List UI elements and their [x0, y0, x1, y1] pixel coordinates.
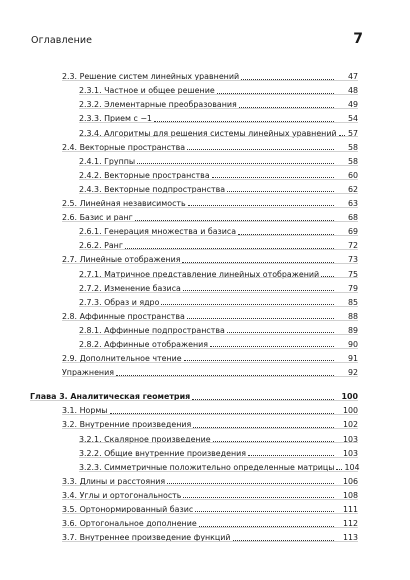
toc-entry-title: 2.7.3. Образ и ядро — [79, 297, 160, 307]
toc-section-entry — [62, 486, 358, 500]
toc-subsection-entry — [79, 335, 358, 349]
page-number: 7 — [353, 31, 363, 47]
toc-entry-page: 102 — [342, 420, 358, 430]
toc-entry-page: 89 — [347, 325, 358, 335]
toc-subsection-entry — [79, 95, 358, 109]
toc-chapter-entry — [30, 387, 358, 401]
toc-entry-title: 3.2. Внутренние произведения — [62, 420, 192, 430]
toc-section-entry — [62, 363, 358, 377]
toc-entry-page: 69 — [347, 227, 358, 237]
toc-subsection-entry — [79, 443, 358, 457]
toc-entry-page: 85 — [347, 297, 358, 307]
toc-subsection-entry — [79, 152, 358, 166]
toc-entry-page: 75 — [347, 269, 358, 279]
toc-subsection-entry — [79, 236, 358, 250]
toc-entry-title: 2.8.2. Аффинные отображения — [79, 339, 208, 349]
toc-entry-title: 2.6.2. Ранг — [79, 241, 123, 251]
toc-section-entry — [62, 415, 358, 429]
toc-section-entry — [62, 514, 358, 528]
toc-entry-page: 57 — [347, 128, 358, 138]
toc-entry-page: 62 — [347, 184, 358, 194]
toc-entry-title: 3.1. Нормы — [62, 406, 108, 416]
toc-section-entry — [62, 208, 358, 222]
toc-entry-page: 91 — [347, 354, 358, 364]
row-divider — [62, 541, 358, 542]
toc-entry-title: 3.2.1. Скалярное произведение — [79, 434, 211, 444]
toc-entry-title: 3.4. Углы и ортогональность — [62, 490, 182, 500]
table-of-contents — [30, 67, 360, 543]
toc-entry-title: 2.3.4. Алгоритмы для решения системы линейных уравнений — [79, 128, 337, 138]
toc-entry-page: 68 — [347, 213, 358, 223]
toc-entry-title: 2.3. Решение систем линейных уравнений — [62, 72, 240, 82]
toc-entry-title: 3.2.2. Общие внутренние произведения — [79, 448, 247, 458]
toc-entry-page: 113 — [342, 533, 358, 543]
toc-entry-page: 58 — [347, 156, 358, 166]
toc-entry-page: 79 — [347, 283, 358, 293]
toc-entry-page: 112 — [342, 519, 358, 529]
toc-entry-page: 104 — [344, 462, 360, 472]
toc-entry-page: 90 — [347, 339, 358, 349]
toc-entry-page: 100 — [342, 406, 358, 416]
toc-entry-page: 63 — [347, 199, 358, 209]
toc-section-entry — [62, 349, 358, 363]
toc-entry-title: Упражнения — [62, 368, 114, 378]
toc-subsection-entry — [79, 81, 358, 95]
toc-subsection-entry — [79, 109, 358, 123]
toc-section-entry — [62, 194, 358, 208]
toc-entry-title: 2.8.1. Аффинные подпространства — [79, 325, 225, 335]
toc-entry-title: Глава 3. Аналитическая геометрия — [30, 392, 191, 402]
toc-subsection-entry — [79, 278, 358, 292]
toc-entry-title: 2.3.3. Прием с −1 — [79, 114, 152, 124]
toc-entry-title: 3.3. Длины и расстояния — [62, 476, 166, 486]
toc-entry-page: 100 — [341, 392, 358, 402]
toc-section-entry — [62, 67, 358, 81]
toc-section-entry — [62, 500, 358, 514]
row-divider — [62, 376, 358, 377]
toc-entry-page: 49 — [347, 100, 358, 110]
toc-entry-page: 92 — [347, 368, 358, 378]
toc-entry-title: 2.9. Дополнительное чтение — [62, 354, 182, 364]
toc-entry-title: 3.2.3. Симметричные положительно определенные матрицы — [79, 462, 335, 472]
toc-subsection-entry — [79, 123, 358, 137]
toc-entry-page: 54 — [347, 114, 358, 124]
toc-entry-page: 111 — [342, 505, 358, 514]
toc-entry-title: 2.3.1. Частное и общее решение — [79, 86, 215, 96]
toc-entry-page: 106 — [342, 476, 358, 486]
toc-subsection-entry — [79, 166, 358, 180]
toc-entry-title: 2.4.3. Векторные подпространства — [79, 184, 226, 194]
toc-section-entry — [62, 528, 358, 542]
toc-subsection-entry — [79, 321, 358, 335]
toc-entry-title: 2.3.2. Элементарные преобразования — [79, 100, 237, 110]
toc-entry-page: 103 — [342, 434, 358, 444]
toc-section-entry — [62, 472, 358, 486]
toc-entry-page: 72 — [347, 241, 358, 251]
toc-entry-page: 47 — [347, 72, 358, 82]
toc-subsection-entry — [79, 222, 358, 236]
toc-subsection-entry — [79, 429, 358, 443]
toc-entry-title: 2.6. Базис и ранг — [62, 213, 133, 223]
running-header-title: Оглавление — [31, 35, 93, 46]
toc-entry-page: 58 — [347, 142, 358, 152]
toc-section-entry — [62, 250, 358, 264]
toc-entry-title: 2.7. Линейные отображения — [62, 255, 181, 265]
toc-entry-title: 2.7.2. Изменение базиса — [79, 283, 181, 293]
toc-entry-title: 2.4.1. Группы — [79, 156, 136, 166]
toc-entry-title: 2.4.2. Векторные пространства — [79, 170, 210, 180]
toc-entry-title: 2.4. Векторные пространства — [62, 142, 186, 152]
toc-entry-title: 3.7. Внутреннее произведение функций — [62, 533, 231, 543]
toc-section-entry — [62, 307, 358, 321]
toc-entry-title: 2.8. Аффинные пространства — [62, 311, 185, 321]
toc-entry-title: 2.6.1. Генерация множества и базиса — [79, 227, 237, 237]
toc-entry-title: 2.7.1. Матричное представление линейных отображений — [79, 269, 320, 279]
toc-entry-page: 60 — [347, 170, 358, 180]
toc-section-entry — [62, 401, 358, 415]
toc-subsection-entry — [79, 293, 358, 307]
toc-subsection-entry — [79, 180, 358, 194]
toc-entry-page: 73 — [347, 255, 358, 265]
toc-entry-page: 103 — [342, 448, 358, 458]
toc-entry-page: 48 — [347, 86, 358, 96]
toc-subsection-entry — [79, 264, 358, 278]
toc-entry-title: 2.5. Линейная независимость — [62, 199, 186, 209]
toc-entry-page: 88 — [347, 311, 358, 321]
toc-section-entry — [62, 137, 358, 151]
toc-entry-page: 108 — [342, 490, 358, 500]
toc-subsection-entry — [79, 458, 358, 472]
toc-entry-title: 3.5. Ортонормированный базис — [62, 505, 194, 514]
toc-entry-title: 3.6. Ортогональное дополнение — [62, 519, 197, 529]
